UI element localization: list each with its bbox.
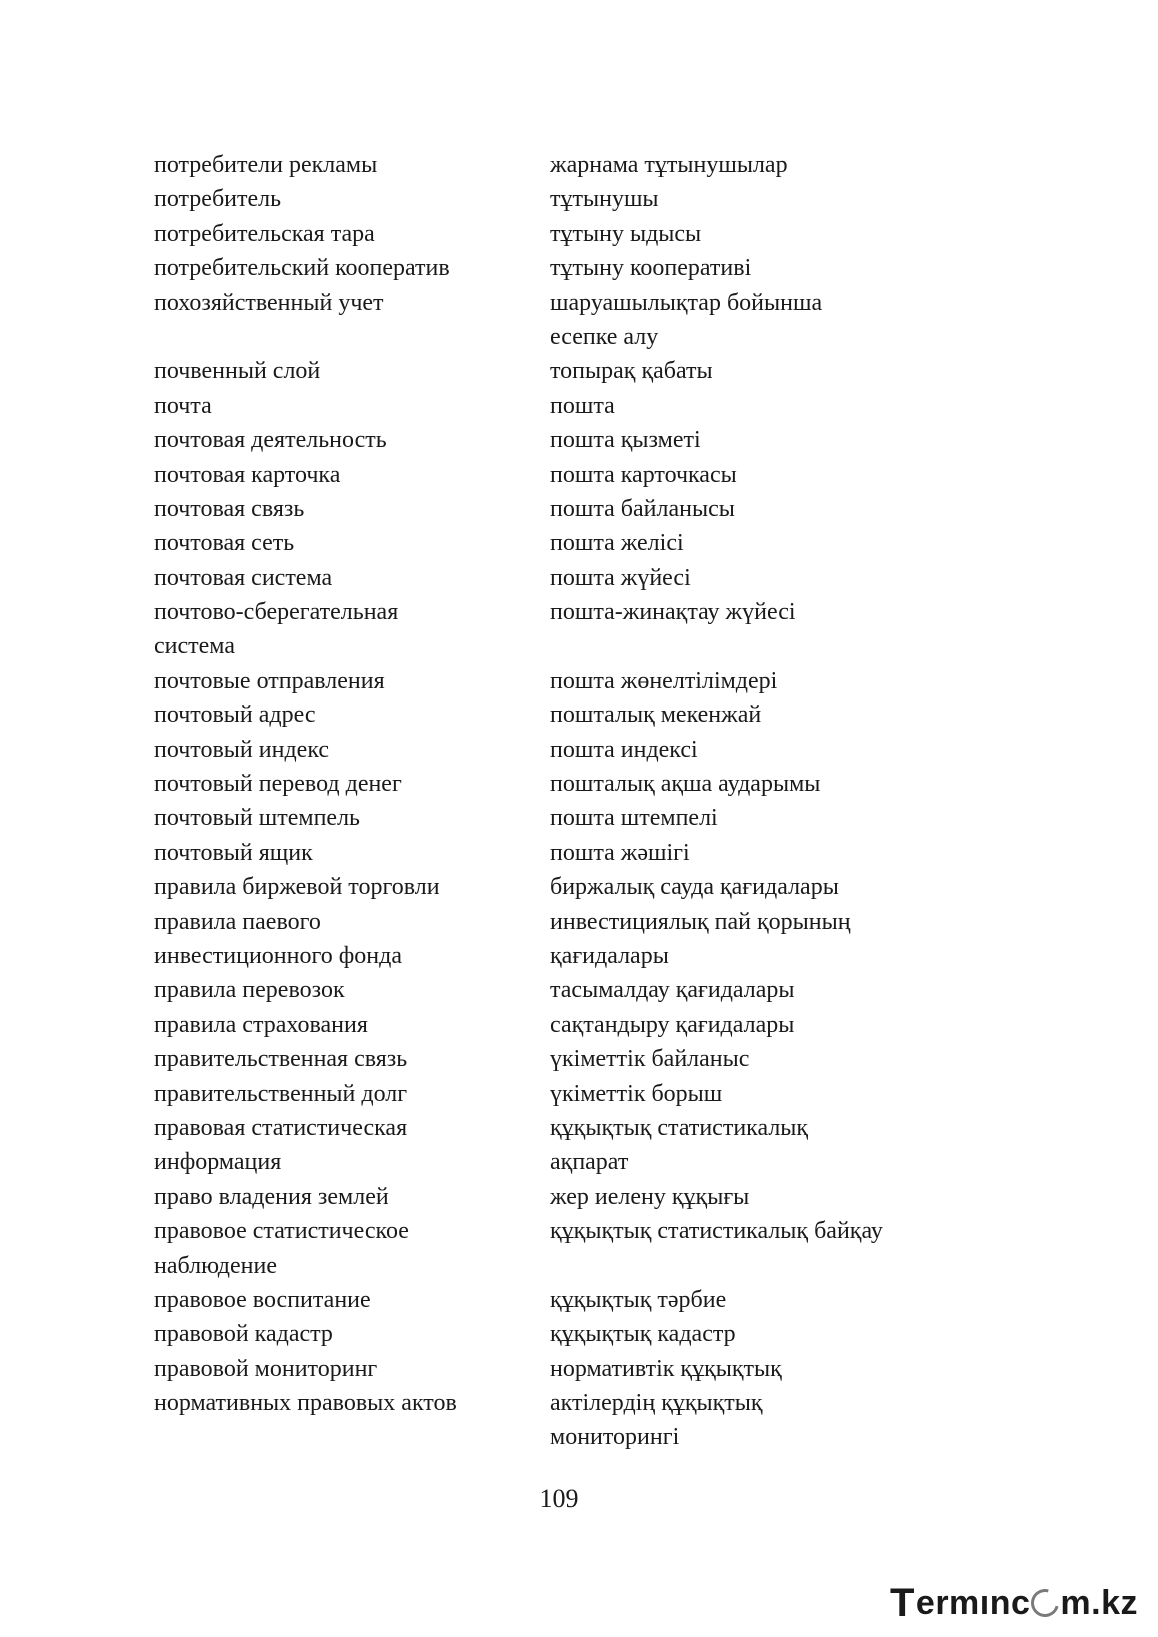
glossary-row (154, 1077, 994, 1111)
russian-term: правовое воспитание (154, 1286, 371, 1313)
glossary-row (154, 1352, 994, 1386)
glossary-row (154, 492, 994, 526)
russian-term: почтовый индекс (154, 736, 330, 763)
russian-term: правовой мониторинг (154, 1355, 378, 1382)
glossary-row (154, 1420, 994, 1454)
watermark-text-start: ermınc (915, 1583, 1031, 1622)
russian-term: почтовая сеть (154, 530, 295, 557)
glossary-row (154, 561, 994, 595)
glossary-row (154, 664, 994, 698)
kazakh-term: қағидалары (550, 942, 669, 969)
kazakh-term: пошта индексі (550, 736, 698, 763)
glossary-row (154, 595, 994, 629)
glossary-row (154, 733, 994, 767)
glossary-row (154, 1180, 994, 1214)
kazakh-term: тұтыну кооперативі (550, 255, 752, 282)
kazakh-term: құқықтық статистикалық (550, 1114, 809, 1141)
russian-term: почта (154, 392, 212, 419)
kazakh-term: пошталық ақша аударымы (550, 771, 821, 798)
kazakh-term: тұтынушы (550, 186, 659, 213)
kazakh-term: үкіметтік борыш (550, 1080, 723, 1107)
russian-term: инвестиционного фонда (154, 942, 402, 969)
russian-term: потребители рекламы (154, 152, 378, 178)
glossary-row (154, 1111, 994, 1145)
russian-term: почтовые отправления (154, 667, 385, 694)
glossary-row (154, 389, 994, 423)
russian-term: потребитель (154, 186, 282, 213)
glossary-row (154, 870, 994, 904)
kazakh-term: есепке алу (550, 323, 659, 350)
kazakh-term: пошта жәшігі (550, 839, 690, 866)
watermark-initial: T (889, 1580, 915, 1625)
glossary-row (154, 939, 994, 973)
russian-term: наблюдение (154, 1252, 277, 1279)
glossary-row (154, 801, 994, 835)
kazakh-term: пошта қызметі (550, 427, 701, 454)
russian-term: похозяйственный учет (154, 289, 384, 316)
kazakh-term: пошталық мекенжай (550, 702, 762, 729)
glossary-row (154, 251, 994, 285)
glossary-row (154, 217, 994, 251)
kazakh-term: мониторингі (550, 1424, 680, 1451)
glossary-row (154, 973, 994, 1007)
glossary-row (154, 182, 994, 216)
glossary-row (154, 629, 994, 663)
kazakh-term: нормативтік құқықтық (550, 1355, 782, 1382)
kazakh-term: пошта жөнелтілімдері (550, 667, 778, 694)
russian-term: почтовая деятельность (154, 427, 387, 454)
russian-term: нормативных правовых актов (154, 1390, 457, 1417)
kazakh-term: актілердің құқықтық (550, 1390, 763, 1417)
swoosh-o-icon (1026, 1584, 1064, 1622)
glossary-row (154, 1214, 994, 1248)
kazakh-term: пошта штемпелі (550, 805, 718, 832)
kazakh-term: пошта желісі (550, 530, 684, 557)
glossary-row (154, 1145, 994, 1179)
glossary-row (154, 423, 994, 457)
glossary-list (154, 148, 994, 1455)
kazakh-term: пошта (550, 392, 615, 419)
kazakh-term: ақпарат (550, 1149, 629, 1176)
russian-term: информация (154, 1149, 282, 1176)
kazakh-term: жер иелену құқығы (550, 1183, 750, 1210)
russian-term: почтовый штемпель (154, 805, 360, 832)
kazakh-term: инвестициялық пай қорының (550, 908, 851, 935)
glossary-row (154, 526, 994, 560)
kazakh-term: пошта байланысы (550, 495, 735, 522)
glossary-row (154, 1008, 994, 1042)
russian-term: правила перевозок (154, 977, 345, 1004)
page-number: 109 (539, 1484, 579, 1513)
glossary-row (154, 320, 994, 354)
russian-term: почтово-сберегательная (154, 599, 399, 626)
russian-term: почтовый адрес (154, 702, 316, 729)
russian-term: правила биржевой торговли (154, 874, 440, 901)
russian-term: правительственный долг (154, 1080, 408, 1107)
kazakh-term: үкіметтік байланыс (550, 1046, 750, 1073)
russian-term: почтовый перевод денег (154, 771, 402, 798)
glossary-row (154, 698, 994, 732)
kazakh-term: биржалық сауда қағидалары (550, 874, 839, 901)
kazakh-term: сақтандыру қағидалары (550, 1011, 795, 1038)
kazakh-term: тасымалдау қағидалары (550, 977, 795, 1004)
glossary-row (154, 905, 994, 939)
russian-term: потребительский кооператив (154, 255, 450, 282)
glossary-row (154, 1386, 994, 1420)
russian-term: право владения землей (154, 1183, 389, 1210)
russian-term: правительственная связь (154, 1046, 408, 1073)
russian-term: правила страхования (154, 1011, 368, 1038)
glossary-row (154, 767, 994, 801)
glossary-row (154, 286, 994, 320)
kazakh-term: пошта-жинақтау жүйесі (550, 599, 796, 626)
glossary-row (154, 1249, 994, 1283)
kazakh-term: құқықтық тәрбие (550, 1286, 727, 1313)
kazakh-term: құқықтық кадастр (550, 1321, 736, 1348)
russian-term: почтовый ящик (154, 839, 313, 866)
glossary-row (154, 836, 994, 870)
glossary-row (154, 354, 994, 388)
russian-term: правила паевого (154, 908, 321, 935)
russian-term: почтовая карточка (154, 461, 341, 488)
russian-term: правовой кадастр (154, 1321, 333, 1348)
glossary-row (154, 1317, 994, 1351)
termincom-watermark[interactable] (890, 1581, 1138, 1625)
kazakh-term: құқықтық статистикалық байқау (550, 1218, 883, 1245)
kazakh-term: шаруашылықтар бойынша (550, 289, 823, 316)
russian-term: правовое статистическое (154, 1218, 409, 1245)
russian-term: почтовая система (154, 564, 333, 591)
glossary-row (154, 148, 994, 182)
glossary-row (154, 458, 994, 492)
kazakh-term: пошта карточкасы (550, 461, 737, 488)
glossary-row (154, 1042, 994, 1076)
russian-term: потребительская тара (154, 220, 375, 247)
russian-term: правовая статистическая (154, 1114, 408, 1141)
watermark-text-end: m.kz (1060, 1583, 1138, 1622)
russian-term: система (154, 633, 235, 660)
russian-term: почвенный слой (154, 358, 321, 385)
russian-term: почтовая связь (154, 495, 305, 522)
glossary-row (154, 1283, 994, 1317)
kazakh-term: топырақ қабаты (550, 358, 713, 385)
kazakh-term: пошта жүйесі (550, 564, 691, 591)
kazakh-term: жарнама тұтынушылар (550, 152, 788, 178)
kazakh-term: тұтыну ыдысы (550, 220, 702, 247)
